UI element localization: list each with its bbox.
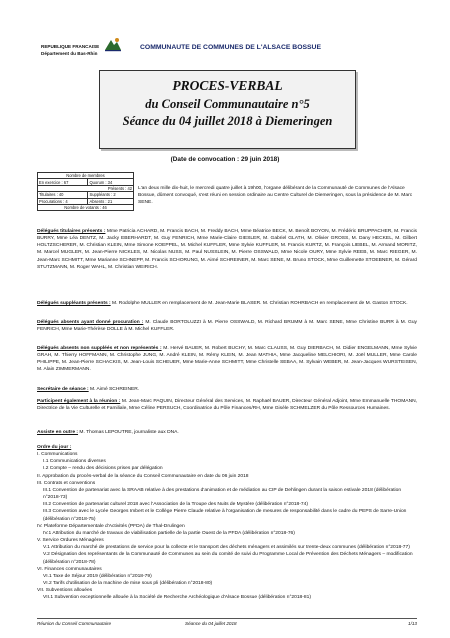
agenda-item: I. Communications <box>37 452 78 458</box>
members-absents: Absents : 21 <box>88 198 134 204</box>
secretaire-paragraph <box>37 386 417 393</box>
assiste-paragraph <box>37 429 417 436</box>
members-presents: Présents : 42 <box>38 185 134 191</box>
members-header: Nombre de membres <box>38 173 134 179</box>
document-type-title: PROCES-VERBAL <box>172 78 283 93</box>
members-votants: Nombre de votants : 46 <box>38 204 134 210</box>
agenda-list <box>37 451 417 601</box>
agenda <box>37 444 417 601</box>
agenda-item: VI.1 Taxe de Séjour 2019 (délibération n°2018-79) <box>43 573 152 579</box>
council-number-title: du Conseil Communautaire n°5 <box>145 97 310 111</box>
titulaires-label: Délégués titulaires présents : <box>37 229 106 234</box>
participant-text: M. Jean-Marc PAQUIN, Directeur Général des Services, M. Raphaël BAUER, Directeur Général Adjoint, Mme Emmanuelle THOMANN, Directrice de la Vie Culturelle et Familiale, Mme Céline PERSUCH, Coordinatrice du Pôle Finances/RH, Mme Gisèle SCHMELZER du Pôle Ressources Humaines. <box>37 399 417 412</box>
suppleants-label: Délégués suppléants présents : <box>37 301 111 306</box>
republic-label: REPUBLIQUE FRANCAISE <box>41 44 100 49</box>
assiste-text: M. Thomas LEPOUTRE, journaliste aux DNA. <box>78 430 179 435</box>
agenda-item: III.2 Convention de partenariat culturel 2018 avec l'Association de la Troupe des Nuits de Mystère (délibération n°2018-74) <box>43 502 308 508</box>
republic-header <box>41 44 99 57</box>
agenda-item: III.3 Convention avec le Lycée Georges Imbert et le Collège Pierre Claude relative à l'organisation de mesures de responsabilité dans le cadre du PEPS de Sarre-Union (délibération n°2018-75) <box>43 509 407 522</box>
footer-meeting-label: Réunion du Conseil Communautaire <box>37 621 112 626</box>
agenda-item: I.1 Communications diverses <box>43 459 106 465</box>
agenda-item: I.2 Compte – rendu des décisions prises par délégation <box>43 466 163 472</box>
procuration-label: Délégués absents ayant donné procuration : <box>37 320 144 325</box>
session-date-title: Séance du 04 juillet 2018 à Diemeringen <box>122 114 333 128</box>
absents-label: Délégués absents non suppléés et non représentés : <box>37 346 162 351</box>
agenda-item: VII. Subventions allouées <box>37 588 93 594</box>
suppleants-text: M. Rodolphe MULLER en remplacement de M. Jean-Marie BLASER. M. Christian ROHRBACH en remplacement de M. Gaston STOCK. <box>110 301 408 306</box>
members-quorum: Quorum : 34 <box>88 179 134 185</box>
agenda-item: IV. Plateforme Départementale d'Activités (PFDA) de Thal-Drulingen <box>37 523 185 529</box>
secretaire-text: M. Aimé SCHREINER. <box>88 387 140 392</box>
agenda-heading: Ordre du jour : <box>37 445 72 450</box>
secretaire-label: Secrétaire de séance : <box>37 387 89 392</box>
community-logo-icon <box>103 36 123 53</box>
members-suppleants: Suppléants : 2 <box>88 192 134 198</box>
members-titulaires: Titulaires : 40 <box>38 192 88 198</box>
members-procurations: Procurations : 4 <box>38 198 88 204</box>
procuration-paragraph <box>37 319 417 333</box>
title-box <box>99 70 356 149</box>
agenda-item: VI. Finances communautaires <box>37 566 102 572</box>
agenda-item: IV.1 Attribution du marché de travaux de viabilisation partielle de la partie Ouest de la PFDA (délibération n°2018-76) <box>43 530 295 536</box>
members-exercice: En exercice : 67 <box>38 179 88 185</box>
agenda-item: III.1 Convention de partenariat avec la SRAAB relative à des prestations d'animation et de médiation au CIP de Dehlingen durant la saison estivale 2018 (délibération n°2018-73) <box>43 487 402 501</box>
absents-paragraph <box>37 345 417 374</box>
agenda-item: V. Service Ordures Ménagères <box>37 538 104 544</box>
organization-title: COMMUNAUTE DE COMMUNES DE L'ALSACE BOSSUE <box>140 44 321 51</box>
agenda-item: VII.1 Subvention exceptionnelle allouée à la Société de Recherche Archéologique d'Alsace Bossue (délibération n°2018-81) <box>43 595 311 601</box>
footer-divider <box>37 618 417 619</box>
participant-label: Participent également à la réunion : <box>37 399 121 404</box>
absents-text: M. Hervé BAUER, M. Robert BUCHY, M. Marc CLAUSS, M. Guy DIERBACH, M. Didier ENGELMANN, Mme Sylvie GRAH, M. Thierry HOFFMANN, M. Christophe JUNG, M. André KLEIN, M. Rémy KLEIN, M. Jean MATHIA, Mme Jacqueline MELCHIORI, M. Joël MULLER, Mme Carole PHILIPPE, M. Jean-Pierre SCHACKIS, M. Jean-Louis SCHEUER, Mme Marie-Anne SCHMITT, Mme Christelle SEBAA, M. Sylvain WEBER, M. Jean-Jacques WURSTEISEN, M. Alain ZIMMERMANN. <box>37 346 417 373</box>
titulaires-paragraph <box>37 228 417 271</box>
footer-page-number: 1/13 <box>408 621 417 626</box>
assiste-label: Assiste en outre : <box>37 430 79 435</box>
footer-session-date: Séance du 04 juillet 2018 <box>185 621 237 626</box>
agenda-item: V.2 Désignation des représentants de la Communauté de Communes au sein du comité de suivi du Programme Local de Prévention des Déchets Ménagers – modification (délibération n°2018-78) <box>43 552 413 565</box>
titulaires-text: Mme Patricia ACHARD, M. Francis BACH, M. Freddy BACH, Mme Béatrice BECK, M. Benoît BOYON, M. Frédéric BRUPPACHER, M. Francis BURRY, Mme Léa DENTZ, M. Jacky EBERHARDT, M. Guy FENRICH, Mme Marie-Claire GIESLER, M. Gabriel GLATH, M. Olivier GROSS, M. Dany HECKEL, M. Gilbert HOLTZSCHERER, M. Christian KLEIN, Mme Simone KOEPPEL, M. Michel KUFFLER, Mme Sylvie KUFFLER, M. Francis KURTZ, M. François LIEBEL, M. Armand MORITZ, M. Marcel MUGLER, M. Jean-Pierre NICKLES, M. Nicolas NUSS, M. Paul NUSSLEIN, M. Pierre OSSWALD, Mme Nicole OURY, Mme Sylvie REEB, M. Marc RIEGER, M. Jean-Marc SCHMITT, Mme Marianne SCHNEPP, M. Francis SCHORUNG, M. Aimé SCHREINER, M. Marc SENE, M. Bruno STOCK, Mme Guillemette STOEBNER, M. Gérard STUTZMANN, M. Roger WAHL, M. Christian WEIRICH. <box>37 229 417 270</box>
agenda-item: VI.2 Tarifs d'utilisation de la machine de mise sous pli (délibération n°2018-80) <box>43 580 213 586</box>
suppleants-paragraph <box>37 300 417 307</box>
participant-paragraph <box>37 398 417 412</box>
procuration-text: M. Claude BORTOLUZZI à M. Pierre OSSWALD, M. Richard BRUMM à M. Marc SENE, Mme Christine BURR à M. Guy FENRICH, Mme Marie-Thérèse DOLLE à M. Michel KUFFLER. <box>37 320 417 333</box>
intro-paragraph: L'an deux mille dix-huit, le mercredi quatre juillet à 19h00, l'organe délibérant de la Communauté de Communes de l'Alsace Bossue, dûment convoqué, s'est réuni en session ordinaire au Centre Culturel de Diemeringen, sous la présidence de M. Marc SENE. <box>138 186 413 205</box>
agenda-item: V.1 Attribution du marché de prestations de service pour la collecte et le transport des déchets ménagers et assimilés sur trente-deux communes (délibération n°2018-77) <box>43 545 410 551</box>
members-table <box>37 172 134 211</box>
convocation-date: (Date de convocation : 29 juin 2018) <box>170 156 280 163</box>
department-label: Département du Bas-Rhin <box>41 50 98 56</box>
agenda-item: II. Approbation du procès-verbal de la séance du Conseil Communautaire en date du 06 juin 2018 <box>37 473 249 479</box>
agenda-item: III. Contrats et conventions <box>37 480 96 486</box>
